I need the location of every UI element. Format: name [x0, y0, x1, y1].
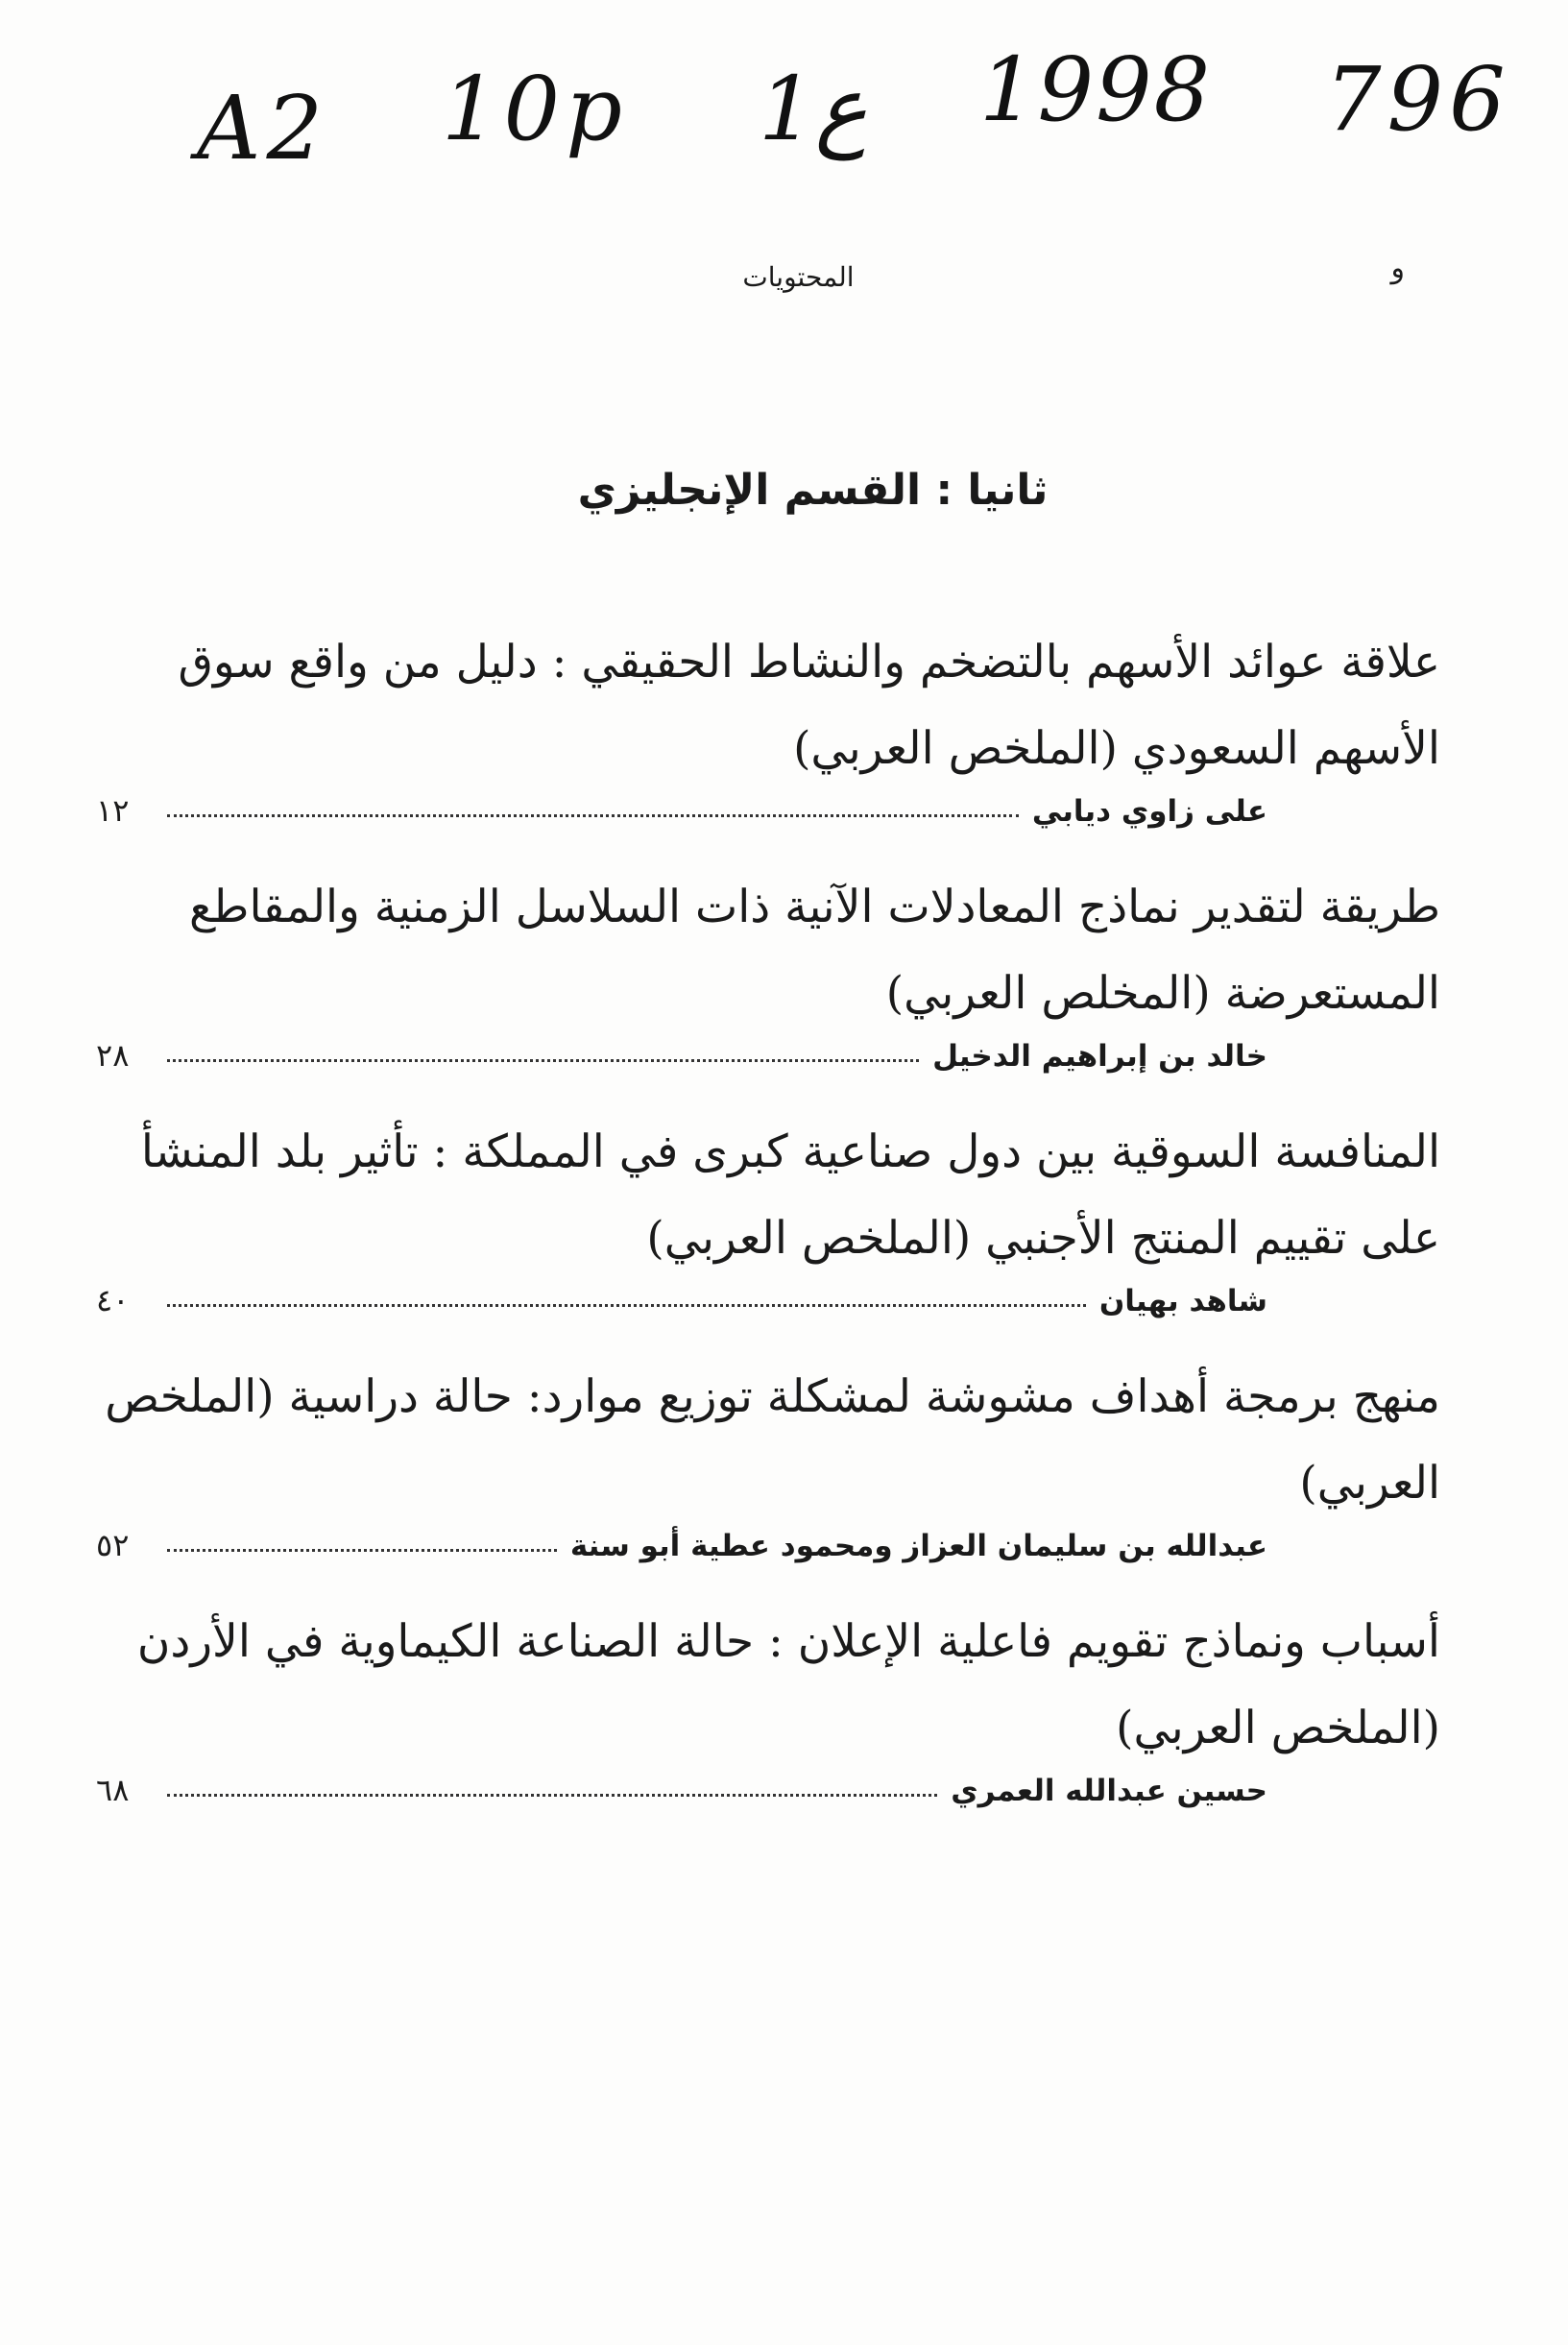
entry-author: شاهد بهيان: [1098, 1284, 1267, 1318]
author-line: [96, 792, 1440, 864]
handwritten-number: 796: [1325, 48, 1511, 151]
toc-entry: [96, 1354, 1440, 1599]
entry-title: علاقة عوائد الأسهم بالتضخم والنشاط الحقيقي : دليل من واقع سوق الأسهم السعودي (الملخص العربي): [178, 636, 1440, 775]
toc-entry: [96, 1109, 1440, 1354]
handwritten-year: 1998: [979, 38, 1213, 141]
dotted-leader: [167, 1793, 937, 1797]
handwritten-part-2: 10p: [442, 58, 628, 160]
entry-page-number: ٤٠: [96, 1282, 130, 1318]
table-of-contents: [96, 619, 1440, 1844]
page-letter: و: [1390, 252, 1405, 285]
section-heading: ثانيا : القسم الإنجليزي: [577, 466, 1049, 515]
running-header: [0, 252, 1568, 300]
handwritten-part-3: 1ع: [759, 58, 868, 160]
toc-entry: [96, 1599, 1440, 1844]
header-title: المحتويات: [742, 261, 855, 293]
dotted-leader: [167, 1548, 557, 1552]
author-line: [96, 1282, 1440, 1354]
entry-title: أسباب ونماذج تقويم فاعلية الإعلان : حالة الصناعة الكيماوية في الأردن (الملخص العربي): [136, 1615, 1440, 1754]
entry-author: حسين عبدالله العمري: [951, 1774, 1267, 1808]
dotted-leader: [167, 1303, 1086, 1307]
entry-title: منهج برمجة أهداف مشوشة لمشكلة توزيع موارد: حالة دراسية (الملخص العربي): [105, 1370, 1440, 1510]
entry-page-number: ٥٢: [96, 1527, 130, 1563]
toc-entry: [96, 864, 1440, 1109]
entry-page-number: ١٢: [96, 792, 130, 829]
entry-author: عبدالله بن سليمان العزاز ومحمود عطية أبو سنة: [569, 1529, 1267, 1563]
toc-entry: [96, 619, 1440, 864]
dotted-leader: [167, 813, 1019, 817]
entry-page-number: ٦٨: [96, 1772, 130, 1808]
handwritten-call-number: [0, 38, 1568, 182]
dotted-leader: [167, 1058, 919, 1062]
entry-page-number: ٢٨: [96, 1037, 130, 1074]
entry-title: المنافسة السوقية بين دول صناعية كبرى في المملكة : تأثير بلد المنشأ على تقييم المنتج الأجنبي (الملخص العربي): [140, 1125, 1440, 1265]
author-line: [96, 1527, 1440, 1599]
author-line: [96, 1772, 1440, 1844]
entry-title: طريقة لتقدير نماذج المعادلات الآنية ذات السلاسل الزمنية والمقاطع المستعرضة (المخلص العربي): [189, 881, 1440, 1020]
entry-author: خالد بن إبراهيم الدخيل: [932, 1039, 1267, 1074]
author-line: [96, 1037, 1440, 1109]
handwritten-part-1: A2: [197, 77, 328, 180]
entry-author: على زاوي ديابي: [1031, 794, 1267, 829]
